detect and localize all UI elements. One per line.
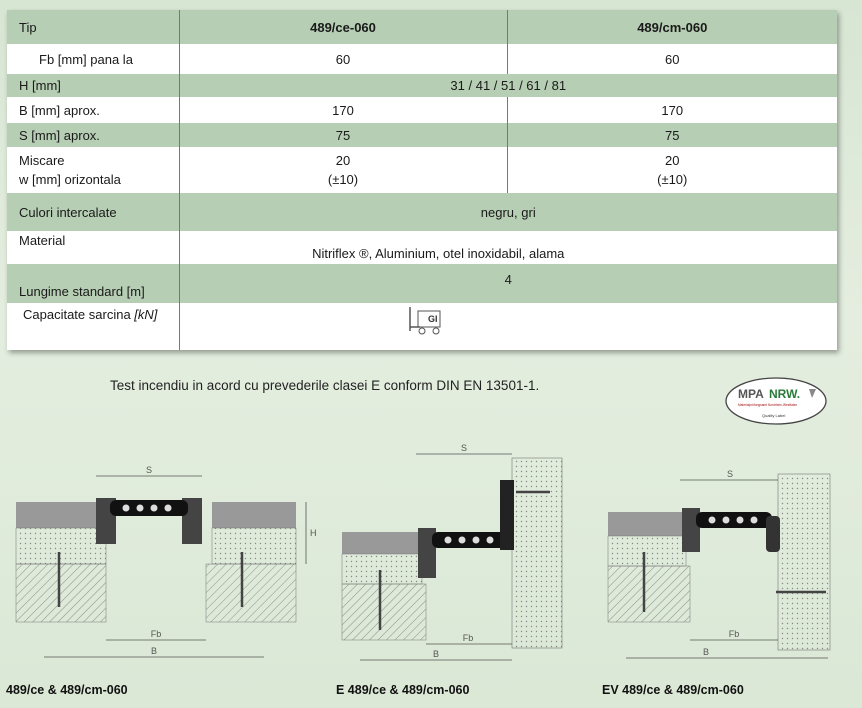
wall-flange <box>766 516 780 552</box>
material-text: Nitriflex ®, Aluminium, otel inoxidabil, alama <box>312 246 565 261</box>
load-capacity-unit: [kN] <box>134 307 158 322</box>
dim-b-label: B <box>432 649 440 659</box>
table-row <box>7 264 837 303</box>
wall <box>778 474 830 650</box>
figure-3-label: EV 489/ce & 489/cm-060 <box>602 683 744 697</box>
row-label: Fb [mm] pana la <box>7 44 179 74</box>
row-value-line-1: 20 <box>665 153 680 168</box>
logo-quality: Quality Label <box>762 413 786 418</box>
dim-fb-label: Fb <box>728 629 740 639</box>
row-value <box>179 231 837 264</box>
row-value-line-2: (±10) <box>657 172 688 187</box>
table-row <box>7 44 837 74</box>
table-header-row <box>7 10 837 44</box>
row-label-line-1: Miscare <box>19 153 65 168</box>
dim-h-label: H <box>310 528 317 538</box>
figure-1-label: 489/ce & 489/cm-060 <box>6 683 128 697</box>
row-value-line-2: (±10) <box>327 172 359 187</box>
concrete <box>342 584 426 640</box>
row-value <box>507 147 837 193</box>
concrete-right <box>206 564 296 622</box>
floor-surface <box>342 532 420 554</box>
screed-left <box>16 528 106 564</box>
screed <box>342 554 422 584</box>
row-value: 75 <box>507 123 837 147</box>
dim-fb-label: Fb <box>462 633 474 643</box>
row-value: 170 <box>179 97 507 123</box>
row-label: H [mm] <box>7 74 179 97</box>
concrete <box>608 566 690 622</box>
floor-surface-right <box>212 502 296 528</box>
logo-subtitle: Materialprüfungsamt Nordrhein-Westfalen <box>738 403 798 407</box>
figure-2-label: E 489/ce & 489/cm-060 <box>336 683 470 697</box>
row-label <box>7 303 179 350</box>
row-label: Lungime standard [m] <box>7 264 179 303</box>
dim-s-label: S <box>460 443 468 453</box>
header-col-1: 489/ce-060 <box>179 10 507 44</box>
load-capacity-label: Capacitate sarcina <box>23 307 135 322</box>
header-col-2: 489/cm-060 <box>507 10 837 44</box>
specs-table <box>7 10 837 350</box>
row-value: 75 <box>179 123 507 147</box>
table-row <box>7 147 837 193</box>
row-value: 60 <box>179 44 507 74</box>
figure-e-489-ce-cm <box>340 440 570 672</box>
logo-text-b: NRW. <box>769 387 801 401</box>
forklift-icon-text: GI <box>428 314 438 324</box>
row-label-line-2: w [mm] orizontala <box>19 172 121 187</box>
wall <box>512 458 562 648</box>
rubber-insert <box>110 500 188 516</box>
row-label: B [mm] aprox. <box>7 97 179 123</box>
dim-fb-label: Fb <box>150 629 162 639</box>
row-label <box>7 147 179 193</box>
concrete-left <box>16 564 106 622</box>
table-row <box>7 123 837 147</box>
header-label: Tip <box>7 10 179 44</box>
fire-test-caption: Test incendiu in acord cu prevederile clasei E conform DIN EN 13501-1. <box>110 378 540 393</box>
wall-flange <box>500 480 514 550</box>
dim-s-label: S <box>145 465 153 475</box>
dim-b-label: B <box>702 647 710 657</box>
rubber-insert <box>696 512 772 528</box>
row-value: 4 <box>179 264 837 303</box>
screed-right <box>212 528 296 564</box>
dim-s-label: S <box>726 469 734 479</box>
floor-surface <box>608 512 684 536</box>
table-row <box>7 193 837 231</box>
row-value: 60 <box>507 44 837 74</box>
table-row <box>7 74 837 97</box>
forklift-icon <box>406 305 446 335</box>
row-value: negru, gri <box>179 193 837 231</box>
figure-489-ce-cm <box>14 462 317 672</box>
row-value <box>179 147 507 193</box>
figure-ev-489-ce-cm <box>606 462 838 672</box>
row-label: Material <box>7 231 179 264</box>
row-value: 31 / 41 / 51 / 61 / 81 <box>179 74 837 97</box>
screed <box>608 536 686 566</box>
logo-text-a: MPA <box>738 387 764 401</box>
table-row <box>7 97 837 123</box>
row-label: S [mm] aprox. <box>7 123 179 147</box>
row-value-line-1: 20 <box>335 153 351 168</box>
row-label: Culori intercalate <box>7 193 179 231</box>
table-row <box>7 303 837 350</box>
table-row <box>7 231 837 264</box>
dim-b-label: B <box>150 646 158 656</box>
row-value <box>179 303 837 350</box>
row-value: 170 <box>507 97 837 123</box>
mpa-nrw-logo <box>724 376 828 426</box>
